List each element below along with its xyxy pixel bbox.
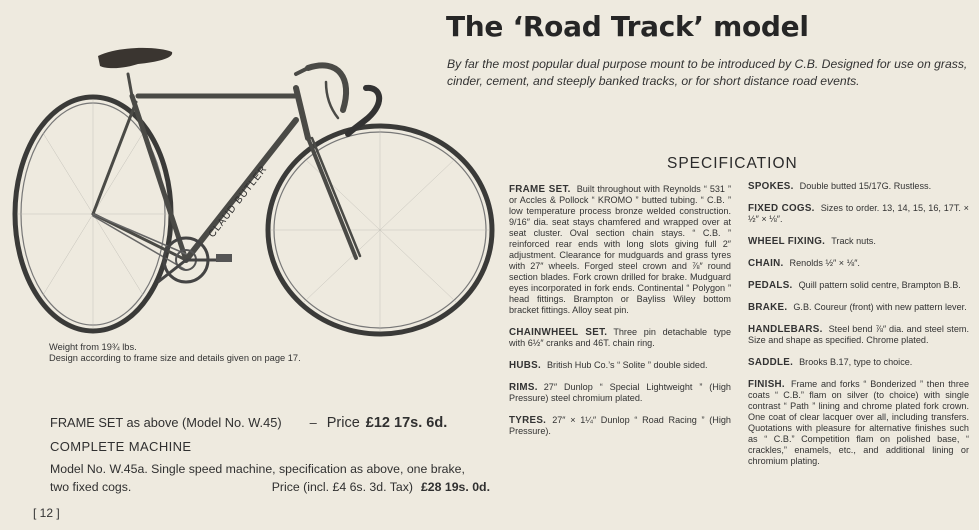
complete-machine-desc: Model No. W.45a. Single speed machine, specification as above, one brake,: [50, 462, 465, 476]
spec-item: [748, 203, 969, 225]
spec-key: CHAINWHEEL SET.: [509, 327, 608, 338]
spec-item: [748, 258, 969, 269]
frameset-label: FRAME SET as above (Model No. W.45): [50, 415, 282, 430]
spec-item: [748, 280, 969, 291]
spec-item: [509, 382, 731, 404]
frameset-price-row: [50, 414, 490, 432]
complete-price-group: [272, 478, 490, 496]
spec-item: [509, 327, 731, 349]
complete-price-label: Price (incl. £4 6s. 3d. Tax): [271, 480, 413, 494]
spec-item: [748, 357, 969, 368]
intro-text: By far the most popular dual purpose mount to be introduced by C.B. Designed for use on grass, cinder, cement, and steeply banked tracks, or for short distance road events.: [447, 57, 968, 88]
spec-key: FIXED COGS.: [748, 203, 815, 214]
frame-decal: CLAUD BUTLER: [206, 163, 270, 240]
saddle: [98, 48, 172, 68]
page-number: [ 12 ]: [33, 506, 60, 520]
frameset-price: £12 17s. 6d.: [365, 415, 448, 431]
spec-item: [748, 181, 969, 192]
spec-text: 27″ × 1¼″ Dunlop “ Road Racing ” (High Pressure).: [509, 415, 731, 436]
spec-item: [748, 324, 969, 346]
complete-machine-price-row: [50, 478, 490, 496]
spec-heading: SPECIFICATION: [667, 155, 798, 172]
spec-key: FRAME SET.: [509, 184, 571, 195]
complete-machine-heading: COMPLETE MACHINE: [50, 439, 192, 454]
bicycle-illustration: [8, 38, 498, 338]
spec-text: G.B. Coureur (front) with new pattern lever.: [793, 302, 967, 312]
caption-design: Design according to frame size and details given on page 17.: [49, 353, 301, 363]
spec-item: [748, 379, 969, 467]
spec-text: Steel bend ⅞″ dia. and steel stem. Size and shape as specified. Chrome plated.: [748, 324, 969, 345]
complete-price: £28 19s. 0d.: [420, 480, 490, 494]
spec-text: Built throughout with Reynolds “ 531 ” or Accles & Pollock “ KROMO ” butted tubing. “ C.B. ” low temperature process bronze welded construction. 9/16″ dia. seat stays chamfered and wrapped over at seat cluster. Oval section chain stays. “ C.B. ” reinforced rear ends with long slots giving full 2″ adjustment. Clearance for mudguards and grass tyres with 27″ wheels. Forged steel crown and ⅞″ round section blades. Fork crown drilled for brake. Mudguard eyes incorporated in fork ends. Continental “ Polygon ” head fittings. Brampton or Bayliss Wiley bottom bracket fittings. Alloy seat pin.: [509, 184, 731, 315]
spec-item: [509, 184, 731, 316]
spec-text: British Hub Co.’s “ Solite ” double sided.: [546, 360, 708, 370]
spec-text: Renolds ½″ × ⅛″.: [789, 258, 860, 268]
price-block: [50, 414, 490, 496]
spec-column-left: [509, 184, 731, 448]
spec-item: [748, 236, 969, 247]
price-label: Price: [326, 415, 360, 431]
spec-key: SADDLE.: [748, 357, 794, 368]
spec-text: Quill pattern solid centre, Brampton B.B.: [798, 280, 961, 290]
spec-column-right: [748, 181, 969, 478]
spec-key: TYRES.: [509, 415, 547, 426]
caption-weight: Weight from 19¾ lbs.: [49, 342, 137, 352]
spec-item: [509, 360, 731, 371]
spec-key: HANDLEBARS.: [748, 324, 823, 335]
spec-item: [509, 415, 731, 437]
spec-text: 27″ Dunlop “ Special Lightweight ” (High Pressure) steel chromium plated.: [509, 382, 731, 403]
spec-text: Frame and forks “ Bonderized ” then three coats “ C.B.” flam on silver (to choice) with single contrast “ Path ” lining and chrome plated fork crown. One coat of clear lacquer over all, including transfers. Quotations with pleasure for alternative finishes such as “ C.B.” Competition flam on polished base, “ crackles,” enamels, etc., and additional lining or chromium plating.: [748, 379, 969, 466]
spec-key: SPOKES.: [748, 181, 794, 192]
spec-key: BRAKE.: [748, 302, 788, 313]
spec-key: RIMS.: [509, 382, 538, 393]
spec-item: [748, 302, 969, 313]
spec-key: CHAIN.: [748, 258, 784, 269]
spec-text: Track nuts.: [831, 236, 876, 246]
spec-text: Brooks B.17, type to choice.: [799, 357, 913, 367]
photo-caption: [49, 342, 309, 364]
price-dash: –: [309, 415, 317, 430]
spec-text: Sizes to order. 13, 14, 15, 16, 17T. × ½″ × ⅛″.: [748, 203, 969, 224]
complete-machine-desc-cont: two fixed cogs.: [50, 480, 132, 494]
spec-key: WHEEL FIXING.: [748, 236, 826, 247]
spec-key: PEDALS.: [748, 280, 793, 291]
spec-text: Three pin detachable type with 6½″ cranks and 46T. chain ring.: [509, 327, 731, 348]
page-title: The ‘Road Track’ model: [446, 10, 809, 43]
spec-text: Double butted 15/17G. Rustless.: [799, 181, 932, 191]
spec-key: HUBS.: [509, 360, 541, 371]
spec-key: FINISH.: [748, 379, 785, 390]
